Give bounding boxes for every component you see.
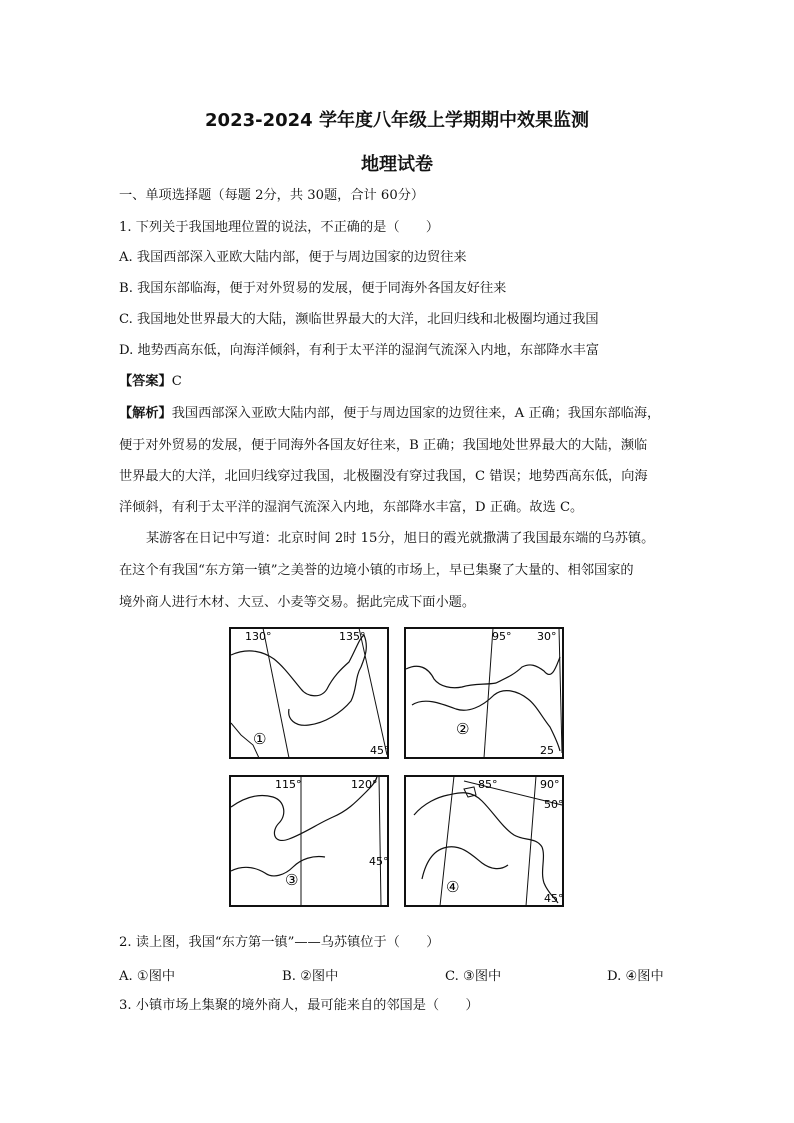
q2-stem: 2. 读上图，我国“东方第一镇”——乌苏镇位于（ ）: [119, 935, 440, 950]
map-panel-4: [404, 775, 564, 907]
q1-analysis-line-1: [119, 405, 660, 423]
map1-label: ①: [253, 730, 267, 748]
map-figure: [229, 627, 567, 913]
map2-label: ②: [456, 720, 470, 738]
map2-lon-left: 95°: [492, 630, 512, 643]
analysis-label: 【解析】: [119, 406, 172, 421]
q1-option-d: D. 地势西高东低，向海洋倾斜，有利于太平洋的湿润气流深入内地，东部降水丰富: [119, 343, 600, 358]
q2-option-a: A. ①图中: [119, 969, 176, 984]
map3-lon-right: 120°: [351, 778, 378, 791]
passage-line-1: 某游客在日记中写道：北京时间 2时 15分，旭日的霞光就撒满了我国最东端的乌苏镇。: [146, 531, 655, 546]
q1-stem: 1. 下列关于我国地理位置的说法，不正确的是（ ）: [119, 220, 440, 235]
map-panel-3: [229, 775, 389, 907]
map4-label: ④: [446, 878, 460, 896]
q2-option-b: B. ②图中: [282, 969, 339, 984]
section-heading: 一、单项选择题（每题 2分，共 30题，合计 60分）: [119, 188, 425, 203]
q3-stem: 3. 小镇市场上集聚的境外商人，最可能来自的邻国是（ ）: [119, 998, 479, 1013]
q2-option-c: C. ③图中: [445, 969, 502, 984]
map3-label: ③: [285, 871, 299, 889]
passage-line-3: 境外商人进行木材、大豆、小麦等交易。据此完成下面小题。: [119, 595, 476, 610]
map2-lat-top: 30°: [537, 630, 557, 643]
map4-lat-bottom: 45°: [544, 892, 564, 905]
map1-lat: 45°: [370, 744, 389, 757]
exam-subtitle: 地理试卷: [361, 154, 433, 175]
map1-lon-right: 135°: [339, 630, 366, 643]
analysis-text: 我国西部深入亚欧大陆内部，便于与周边国家的边贸往来，A 正确；我国东部临海，: [171, 406, 661, 421]
q1-option-b: B. 我国东部临海，便于对外贸易的发展，便于同海外各国友好往来: [119, 281, 507, 296]
map4-lon-left: 85°: [478, 778, 498, 791]
map-panel-1: [229, 627, 389, 759]
q1-option-a: A. 我国西部深入亚欧大陆内部，便于与周边国家的边贸往来: [119, 250, 467, 265]
map-panel-2: [404, 627, 564, 759]
map2-lat-bottom: 25: [540, 744, 554, 757]
q1-analysis-line-2: 便于对外贸易的发展，便于同海外各国友好往来，B 正确；我国地处世界最大的大陆，濒临: [119, 438, 648, 453]
q1-option-c: C. 我国地处世界最大的大陆，濒临世界最大的大洋，北回归线和北极圈均通过我国: [119, 312, 599, 327]
q2-option-d: D. ④图中: [607, 969, 664, 984]
answer-label: 【答案】: [119, 374, 172, 389]
answer-value: C: [171, 374, 182, 389]
q1-answer: [119, 373, 182, 391]
q1-analysis-line-4: 洋倾斜，有利于太平洋的湿润气流深入内地，东部降水丰富，D 正确。故选 C。: [119, 500, 584, 515]
map4-lon-right: 90°: [540, 778, 560, 791]
map3-lon-left: 115°: [275, 778, 302, 791]
map3-lat: 45°: [369, 855, 389, 868]
exam-title: 2023-2024 学年度八年级上学期期中效果监测: [205, 110, 589, 131]
map4-lat-top: 50°: [544, 798, 564, 811]
map1-lon-left: 130°: [245, 630, 272, 643]
q2-options: [119, 965, 679, 985]
passage-line-2: 在这个有我国“东方第一镇”之美誉的边境小镇的市场上，早已集聚了大量的、相邻国家的: [119, 563, 634, 578]
q1-analysis-line-3: 世界最大的大洋，北回归线穿过我国，北极圈没有穿过我国，C 错误；地势西高东低，向海: [119, 469, 648, 484]
